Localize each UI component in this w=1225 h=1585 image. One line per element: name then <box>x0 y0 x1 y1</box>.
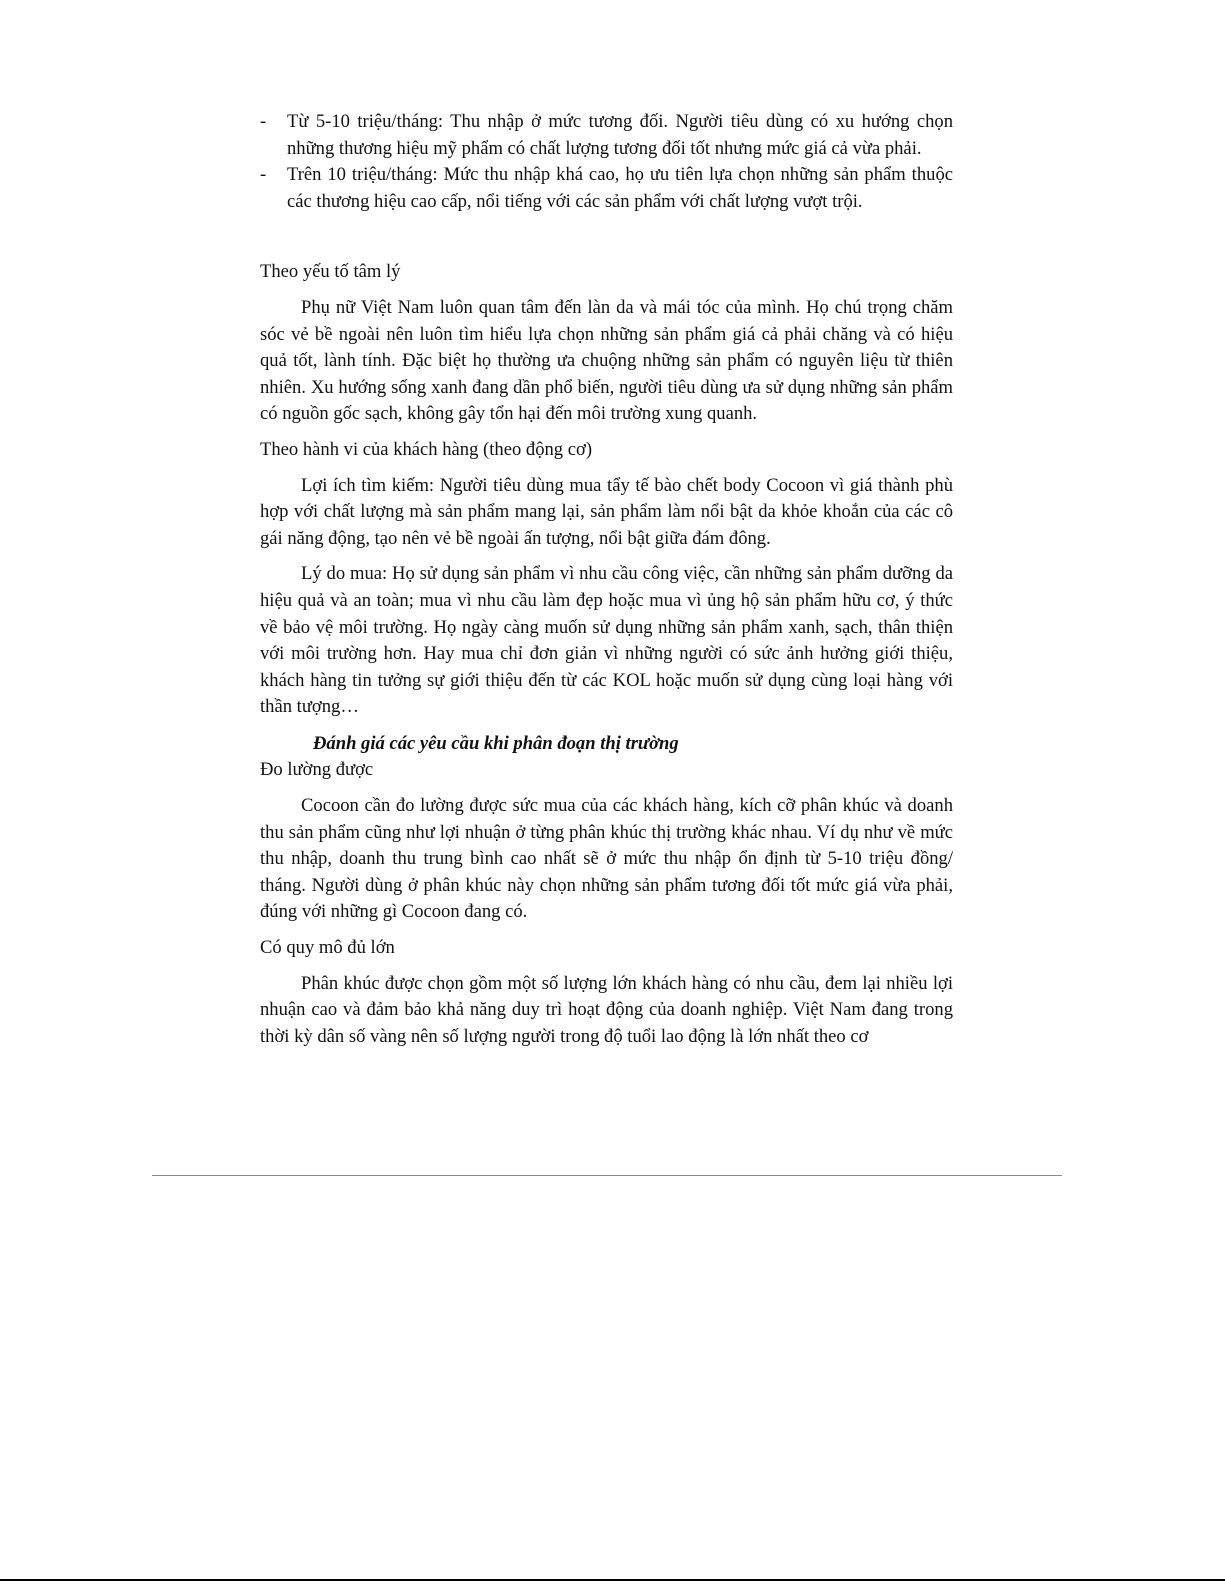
behavior-heading: Theo hành vi của khách hàng (theo động cơ) <box>260 438 593 460</box>
behavior-reason-paragraph: Lý do mua: Họ sử dụng sản phẩm vì nhu cầu công việc, cần những sản phẩm dưỡng da hiệu quả và an toàn; mua vì nhu cầu làm đẹp hoặc mua vì ủng hộ sản phẩm hữu cơ, ý thức về bảo vệ môi trường. Họ ngày càng muốn sử dụng những sản phẩm xanh, sạch, thân thiện với môi trường hơn. Hay mua chỉ đơn giản vì những người có sức ảnh hưởng giới thiệu, khách hàng tin tưởng sự giới thiệu đến từ các KOL hoặc muốn sử dụng cùng loại hàng với thần tượng… <box>260 563 953 718</box>
behavior-benefit-paragraph: Lợi ích tìm kiếm: Người tiêu dùng mua tẩy tế bào chết body Cocoon vì giá thành phù hợp với chất lượng mà sản phẩm mang lại, sản phẩm làm nổi bật da khỏe khoắn của các cô gái năng động, tạo nên vẻ bề ngoài ấn tượng, nổi bật giữa đám đông. <box>260 474 953 549</box>
page-content <box>260 109 953 1050</box>
psychology-heading: Theo yếu tố tâm lý <box>260 261 401 283</box>
bullet-text: Từ 5-10 triệu/tháng: Thu nhập ở mức tương đối. Người tiêu dùng có xu hướng chọn những thương hiệu mỹ phẩm có chất lượng tương đối tốt nhưng mức giá cả vừa phải. <box>287 111 953 159</box>
bullet-dash: - <box>260 111 267 132</box>
measurable-heading: Đo lường được <box>260 759 374 781</box>
bottom-edge-line <box>0 1579 1225 1581</box>
bullet-text: Trên 10 triệu/tháng: Mức thu nhập khá cao, họ ưu tiên lựa chọn những sản phẩm thuộc các thương hiệu cao cấp, nổi tiếng với các sản phẩm với chất lượng vượt trội. <box>287 164 953 212</box>
income-bullet-5-10 <box>260 109 953 162</box>
size-heading: Có quy mô đủ lớn <box>260 937 395 959</box>
bullet-dash: - <box>260 164 267 186</box>
psychology-paragraph: Phụ nữ Việt Nam luôn quan tâm đến làn da và mái tóc của mình. Họ chú trọng chăm sóc vẻ bề ngoài nên luôn tìm hiểu lựa chọn những sản phẩm giá cả phải chăng và có hiệu quả tốt, lành tính. Đặc biệt họ thường ưa chuộng những sản phẩm có nguyên liệu từ thiên nhiên. Xu hướng sống xanh đang dần phổ biến, người tiêu dùng ưa sử dụng những sản phẩm có nguồn gốc sạch, không gây tổn hại đến môi trường xung quanh. <box>260 296 953 425</box>
measurable-paragraph: Cocoon cần đo lường được sức mua của các khách hàng, kích cỡ phân khúc và doanh thu sản phẩm cũng như lợi nhuận ở từng phân khúc thị trường khác nhau. Ví dụ như về mức thu nhập, doanh thu trung bình cao nhất sẽ ở mức thu nhập ổn định từ 5-10 triệu đồng/ tháng. Người dùng ở phân khúc này chọn những sản phẩm tương đối tốt mức giá vừa phải, đúng với những gì Cocoon đang có. <box>260 795 953 923</box>
income-bullet-over-10 <box>260 162 953 215</box>
evaluation-heading: Đánh giá các yêu cầu khi phân đoạn thị trường <box>313 732 679 754</box>
size-paragraph: Phân khúc được chọn gồm một số lượng lớn khách hàng có nhu cầu, đem lại nhiều lợi nhuận cao và đảm bảo khả năng duy trì hoạt động của doanh nghiệp. Việt Nam đang trong thời kỳ dân số vàng nên số lượng người trong độ tuổi lao động là lớn nhất theo cơ <box>260 972 953 1047</box>
page-separator <box>152 1175 1062 1176</box>
